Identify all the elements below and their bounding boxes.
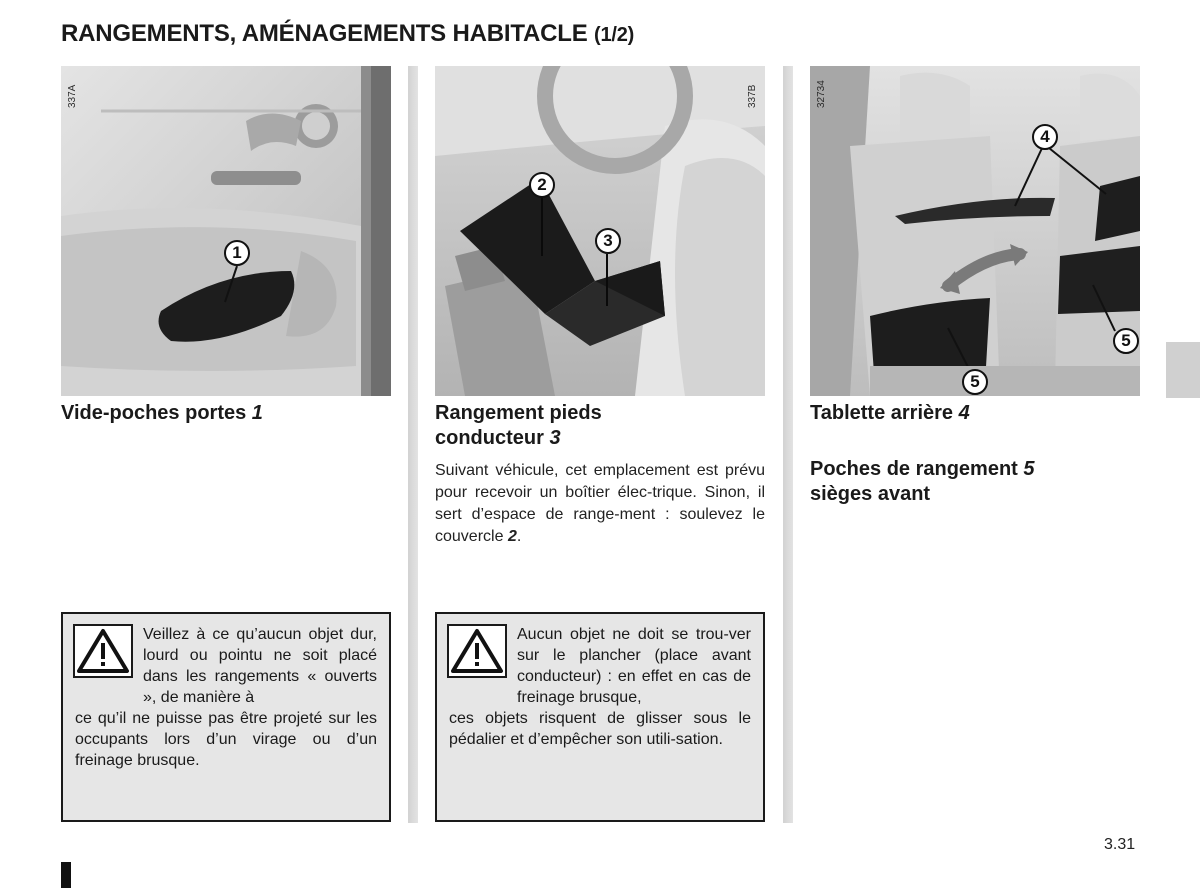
photo-reference: 337A (67, 84, 78, 108)
callout-3: 3 (595, 228, 621, 254)
heading-line-2: conducteur (435, 427, 544, 449)
heading-line-1: Rangement pieds (435, 402, 602, 424)
column-separator-2 (783, 66, 793, 823)
body-text: Suivant véhicule, cet emplacement est prévu pour recevoir un boîtier élec-trique. Sinon, il sert d’espace de range-ment : soulevez le couvercle (435, 462, 765, 545)
corner-bar (61, 862, 71, 888)
page-title-part: (1/2) (594, 24, 635, 46)
body-end: . (516, 528, 522, 545)
heading-seat-pockets (810, 457, 1140, 507)
column-separator-1 (408, 66, 418, 823)
photo-driver-floor-storage (435, 66, 765, 396)
page-number: 3.31 (1104, 836, 1136, 853)
heading-number: 4 (958, 402, 970, 424)
heading-door-pockets (61, 401, 391, 426)
callout-5: 5 (1113, 328, 1139, 354)
heading-number: 3 (549, 427, 561, 449)
callout-1: 1 (224, 240, 250, 266)
heading-number: 1 (251, 402, 263, 424)
body-number: 2 (507, 528, 517, 545)
warning-triangle-icon (73, 624, 133, 678)
heading-text: Vide-poches portes (61, 402, 247, 424)
page-title (61, 20, 634, 48)
warning-text-intro: Aucun objet ne doit se trou-ver sur le plancher (place avant conducteur) : en effet en cas de freinage brusque, (517, 626, 751, 706)
warning-text-intro: Veillez à ce qu’aucun objet dur, lourd ou pointu ne soit placé dans les rangements « ouverts », de manière à (143, 626, 377, 706)
photo-door-pocket (61, 66, 391, 396)
driver-floor-storage-description (435, 460, 765, 548)
heading-rear-tray (810, 401, 1140, 426)
page-title-text: RANGEMENTS, AMÉNAGEMENTS HABITACLE (61, 20, 588, 47)
heading-line-1: Poches de rangement (810, 458, 1018, 480)
photo-reference: 32734 (816, 80, 827, 108)
photo-reference: 337B (747, 84, 758, 108)
callout-5: 5 (962, 369, 988, 395)
warning-text-rest: ces objets risquent de glisser sous le pédalier et d’empêcher son utili-sation. (449, 710, 751, 748)
callout-2: 2 (529, 172, 555, 198)
heading-line-2: sièges avant (810, 483, 931, 505)
photo-rear-tray-seat-pockets (810, 66, 1140, 396)
warning-triangle-icon (447, 624, 507, 678)
warning-text-rest: ce qu’il ne puisse pas être projeté sur les occupants lors d’un virage ou d’un freinage brusque. (75, 710, 377, 769)
heading-text: Tablette arrière (810, 402, 954, 424)
heading-number: 5 (1023, 458, 1035, 480)
heading-driver-floor-storage (435, 401, 765, 451)
warning-box-door-pockets (61, 612, 391, 822)
callout-4: 4 (1032, 124, 1058, 150)
chapter-tab-marker (1166, 342, 1200, 398)
warning-box-driver-floor (435, 612, 765, 822)
